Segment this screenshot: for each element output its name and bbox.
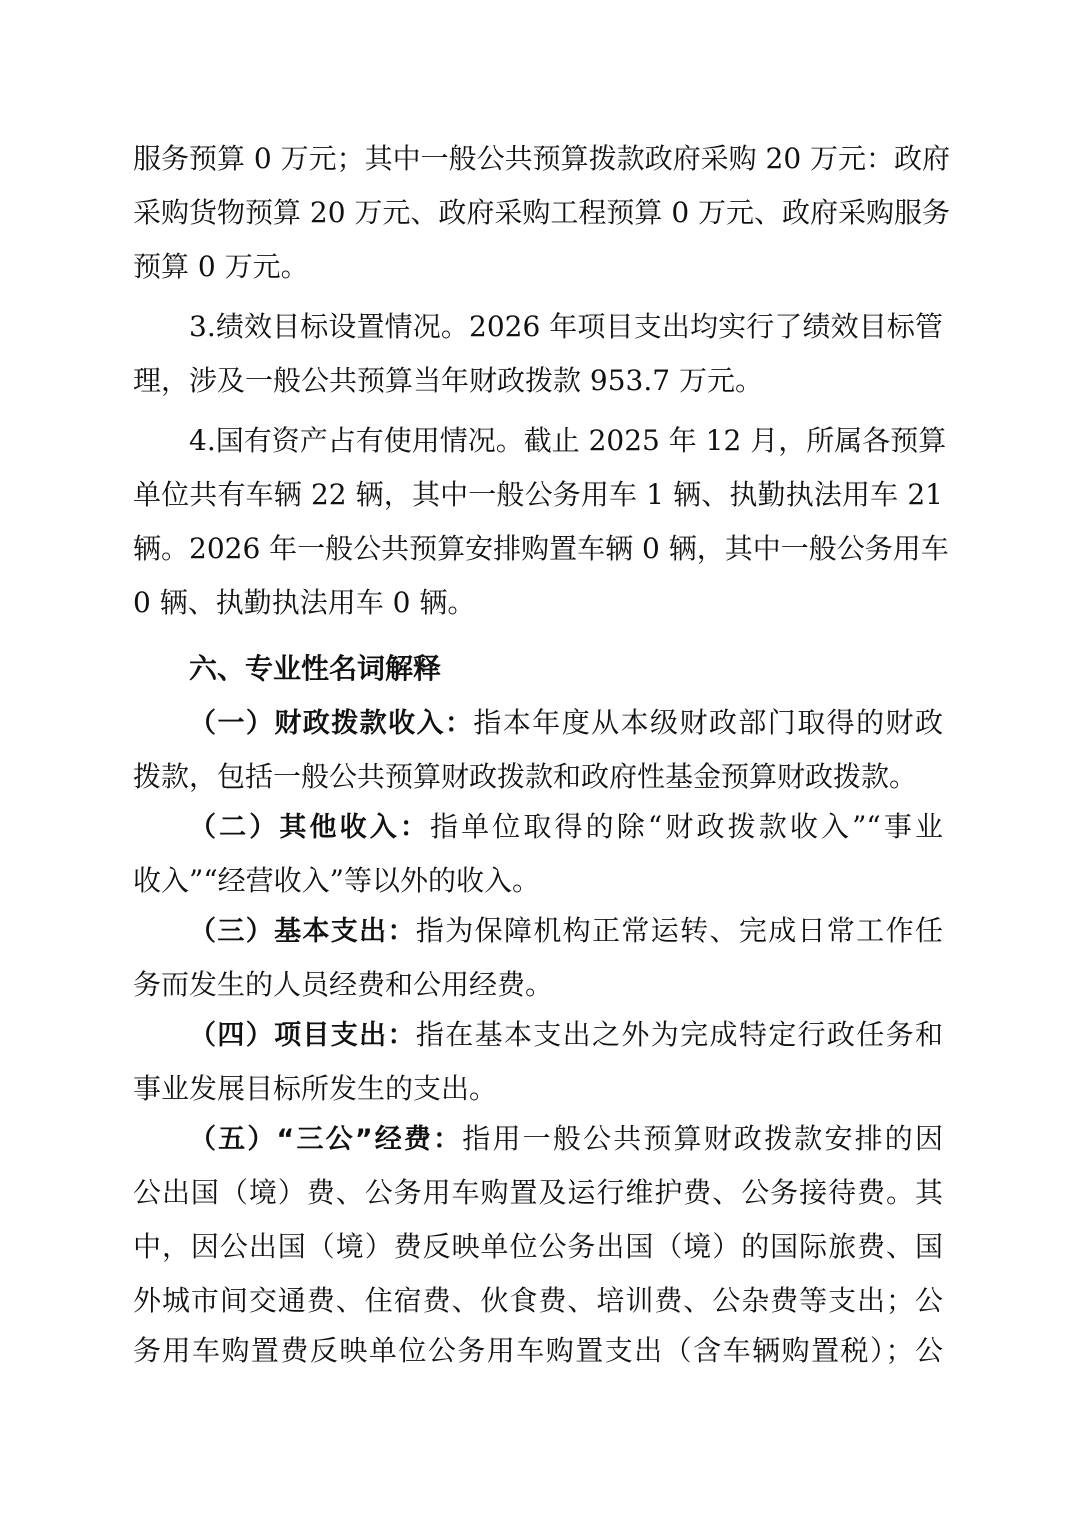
paragraph-line: 辆。2026 年一般公共预算安排购置车辆 0 辆，其中一般公务用车	[133, 532, 949, 565]
term-label: （三）基本支出：	[189, 916, 416, 947]
paragraph-line: 理，涉及一般公共预算当年财政拨款 953.7 万元。	[133, 364, 763, 397]
paragraph-line: 拨款，包括一般公共预算财政拨款和政府性基金预算财政拨款。	[133, 760, 918, 793]
term-definition: 指用一般公共预算财政拨款安排的因	[462, 1122, 943, 1155]
section-heading: 六、专业性名词解释	[189, 652, 442, 685]
paragraph-line: 务而发生的人员经费和公用经费。	[133, 968, 554, 1001]
term-line	[189, 1121, 943, 1158]
paragraph-line: 单位共有车辆 22 辆，其中一般公务用车 1 辆、执勤执法用车 21	[133, 478, 943, 511]
term-label: （四）项目支出：	[189, 1020, 416, 1051]
paragraph-line: 4.国有资产占有使用情况。截止 2025 年 12 月，所属各预算	[189, 424, 947, 457]
paragraph-line: 事业发展目标所发生的支出。	[133, 1072, 498, 1105]
paragraph-line: 收入”“经营收入”等以外的收入。	[133, 864, 540, 897]
term-definition: 指为保障机构正常运转、完成日常工作任	[415, 914, 943, 947]
term-definition: 指单位取得的除“财政拨款收入”“事业	[430, 810, 943, 843]
paragraph-line: 公出国（境）费、公务用车购置及运行维护费、公务接待费。其	[133, 1176, 943, 1209]
paragraph-line: 外城市间交通费、住宿费、伙食费、培训费、公杂费等支出；公	[133, 1284, 943, 1317]
term-line	[189, 809, 943, 846]
paragraph-line: 务用车购置费反映单位公务用车购置支出（含车辆购置税）；公	[133, 1334, 943, 1367]
term-definition: 指本年度从本级财政部门取得的财政	[473, 706, 943, 739]
term-label: （五）“三公”经费：	[189, 1124, 463, 1155]
paragraph-line: 预算 0 万元。	[133, 250, 309, 283]
term-line	[189, 705, 943, 742]
paragraph-line: 3.绩效目标设置情况。2026 年项目支出均实行了绩效目标管	[189, 310, 943, 343]
term-line	[189, 913, 943, 950]
term-label: （一）财政拨款收入：	[189, 708, 474, 739]
paragraph-line: 0 辆、执勤执法用车 0 辆。	[133, 586, 476, 619]
term-definition: 指在基本支出之外为完成特定行政任务和	[415, 1018, 943, 1051]
term-line	[189, 1017, 943, 1054]
paragraph-line: 中，因公出国（境）费反映单位公务出国（境）的国际旅费、国	[133, 1230, 943, 1263]
paragraph-line: 服务预算 0 万元；其中一般公共预算拨款政府采购 20 万元：政府	[133, 142, 951, 175]
term-label: （二）其他收入：	[189, 812, 431, 843]
paragraph-line: 采购货物预算 20 万元、政府采购工程预算 0 万元、政府采购服务	[133, 196, 951, 229]
